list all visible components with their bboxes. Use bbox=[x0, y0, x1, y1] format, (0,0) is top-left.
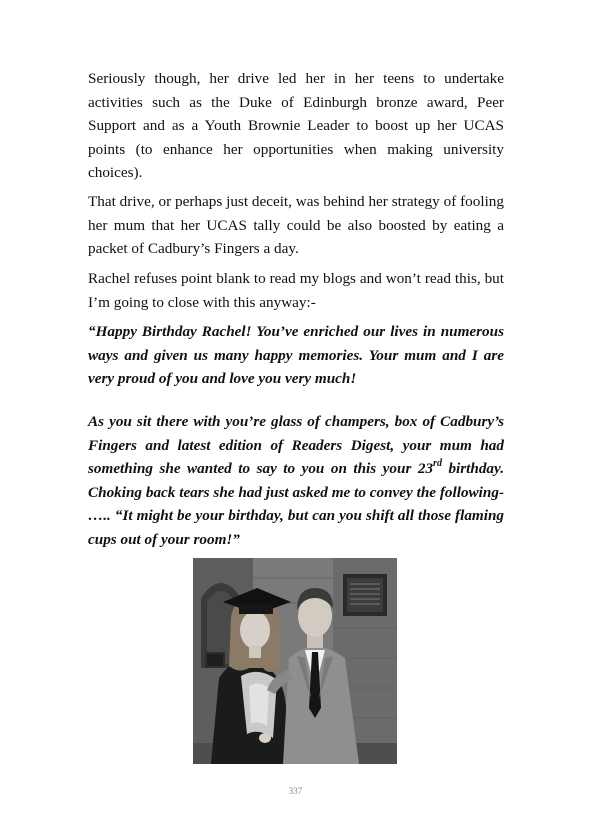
ordinal-suffix: rd bbox=[433, 458, 442, 469]
closing-message-start: As you sit there with you’re glass of champers, box of Cadbury’s Fingers and latest edition of Readers Digest, your mum had something she wanted to say to you on this your 23 bbox=[88, 413, 504, 477]
graduation-photo bbox=[193, 558, 397, 764]
closing-message-end: birthday. Choking back tears she had just asked me to convey the following- ….. “It might be your birthday, but can you shift all those flaming cups out of your room!” bbox=[88, 460, 504, 548]
paragraph-closing-message bbox=[88, 410, 504, 551]
paragraph-duke-of-edinburgh: Seriously though, her drive led her in her teens to undertake activities such as the Duke of Edinburgh bronze award, Peer Support and as a Youth Brownie Leader to boost up her UCAS points (to enhance her opportunities when making university choices). bbox=[88, 70, 504, 181]
paragraph-birthday-message: “Happy Birthday Rachel! You’ve enriched our lives in numerous ways and given us many happy memories. Your mum and I are very proud of you and love you very much! bbox=[88, 323, 504, 387]
paragraph-blogs: Rachel refuses point blank to read my blogs and won’t read this, but I’m going to close with this anyway:- bbox=[88, 270, 504, 311]
page-number: 337 bbox=[288, 786, 303, 796]
paragraph-cadbury-fingers: That drive, or perhaps just deceit, was behind her strategy of fooling her mum that her UCAS tally could be also boosted by eating a packet of Cadbury’s Fingers a day. bbox=[88, 193, 504, 257]
